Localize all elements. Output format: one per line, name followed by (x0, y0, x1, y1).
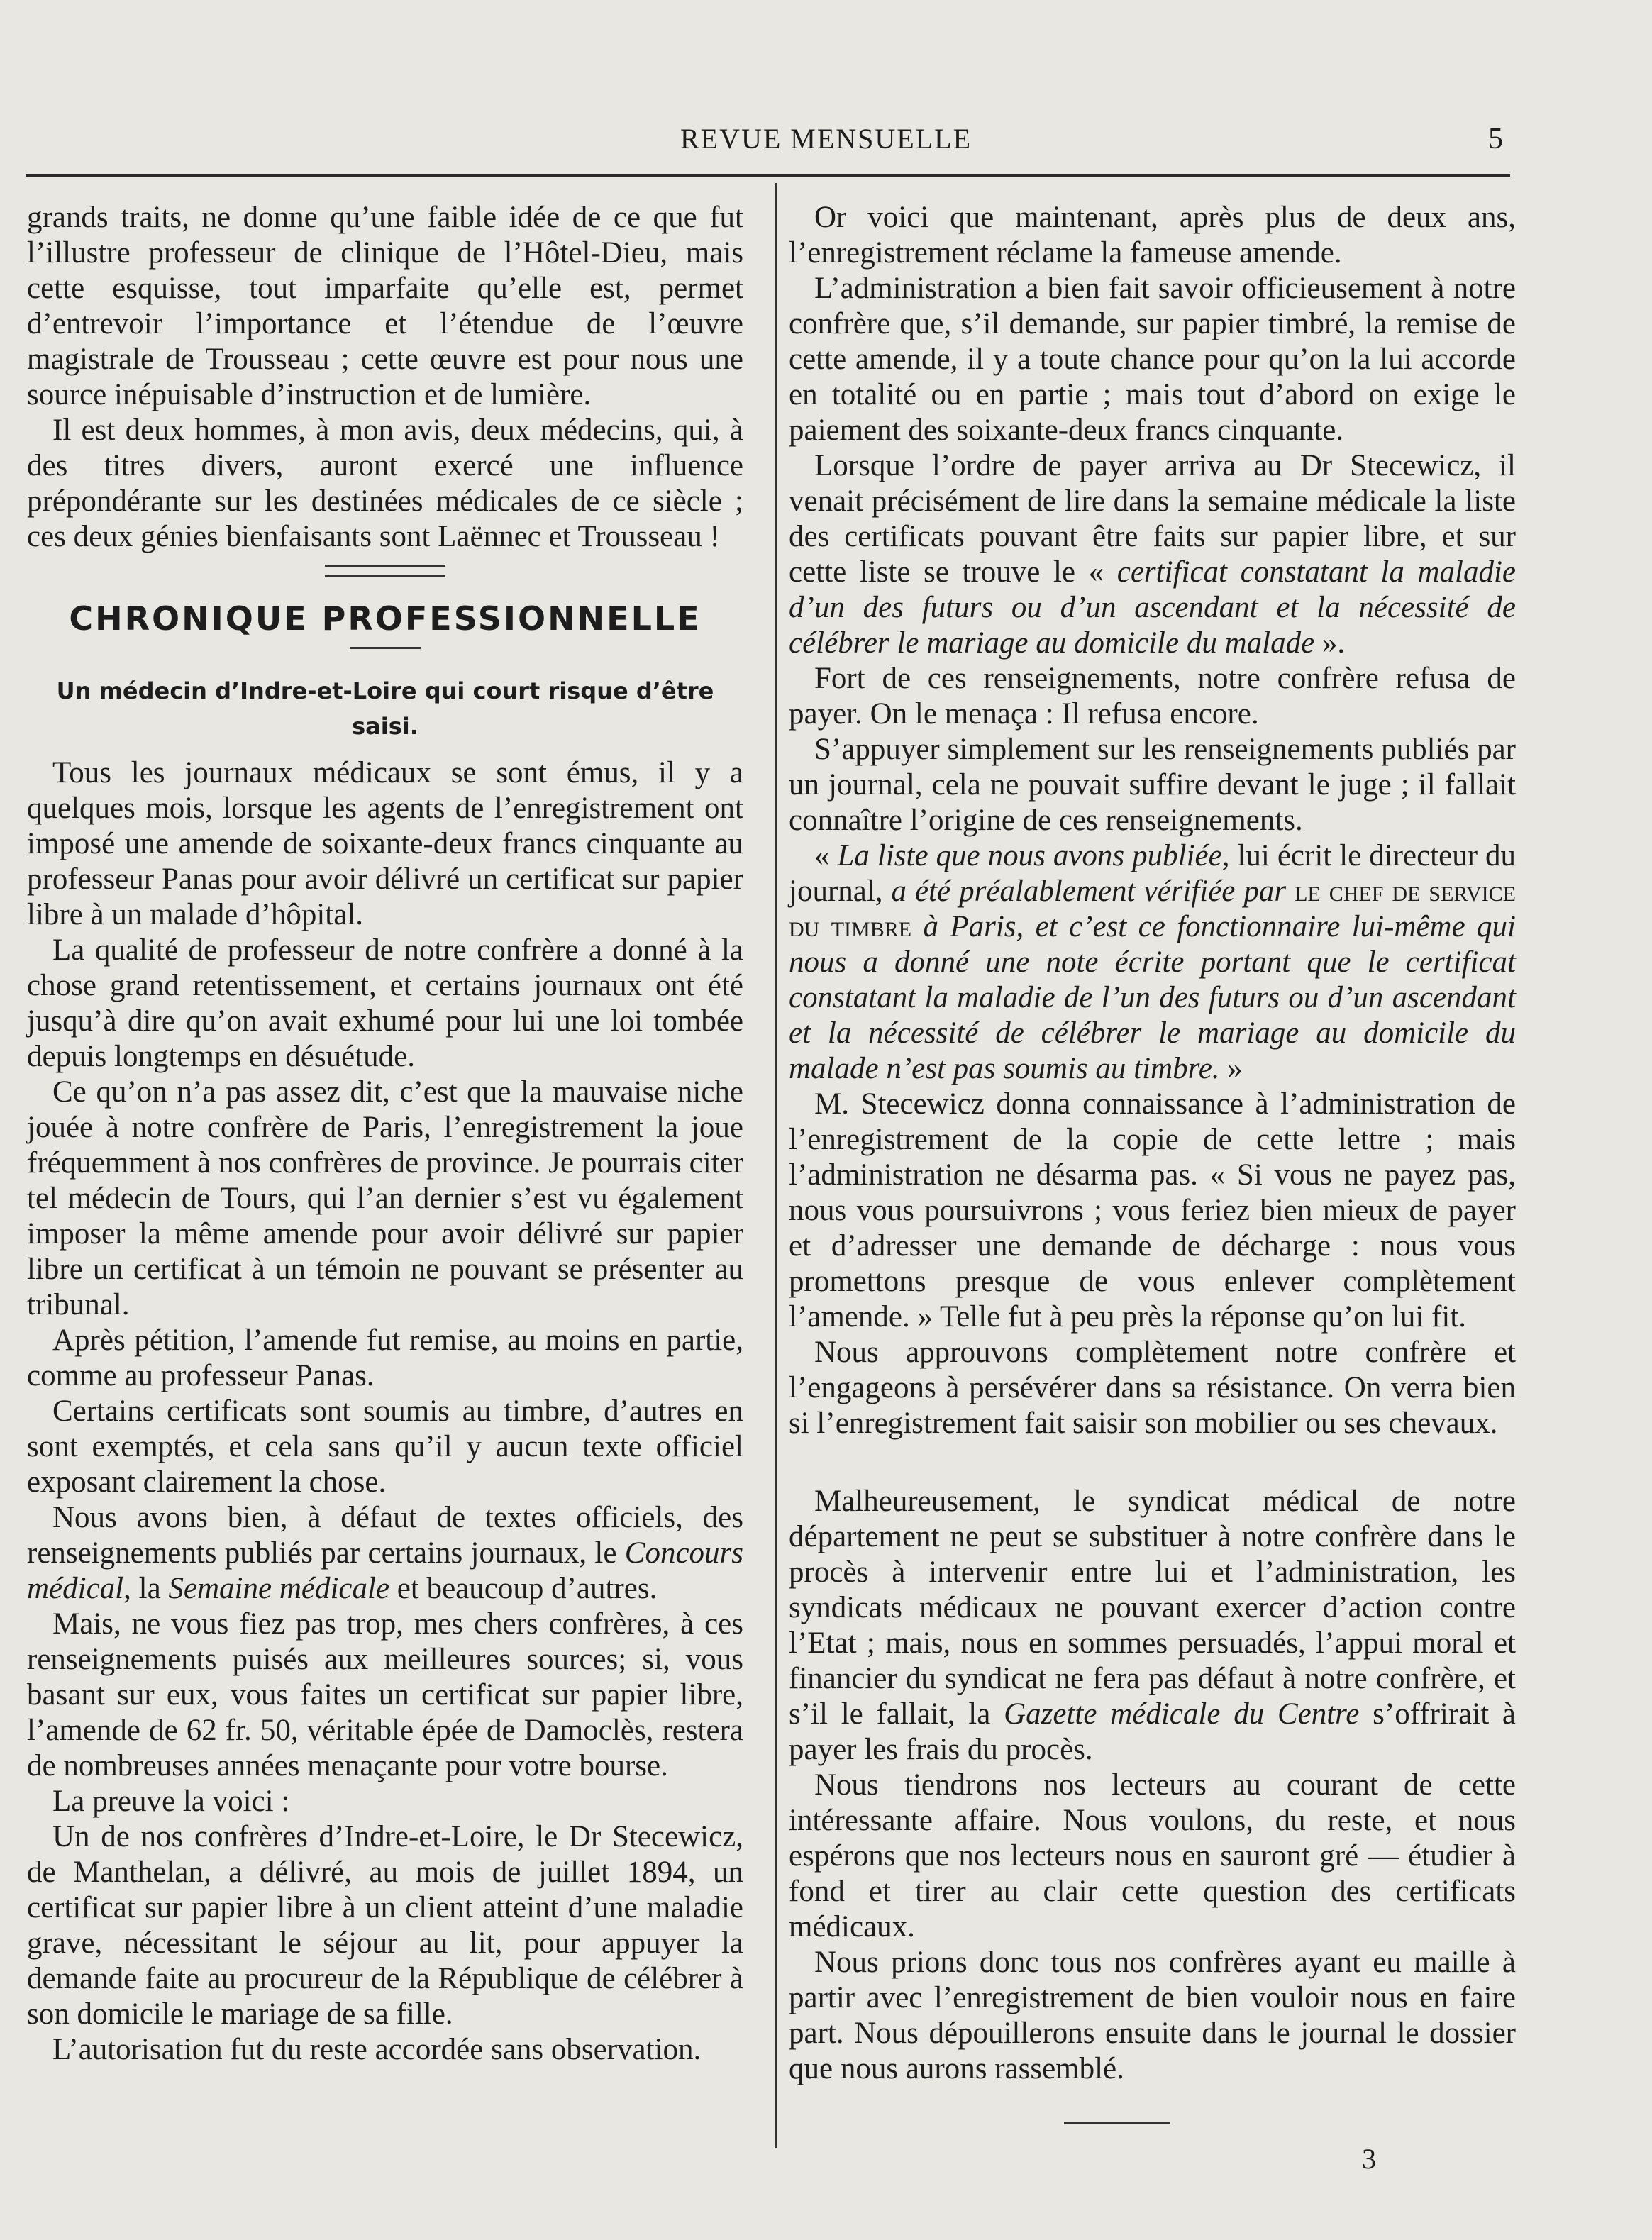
paragraph-sources: Nous avons bien, à défaut de textes officiels, des renseignements publiés par certains journaux, le Concours médical, la Semaine médicale et beaucoup d’autres. (27, 1501, 743, 1605)
paragraph: Tous les journaux médicaux se sont émus, il y a quelques mois, lorsque les agents de l’enregistrement ont imposé une amende de soixante-deux francs cinquante au professeur Panas pour avoir délivré un certificat sur papier libre à un malade d’hôpital. (27, 756, 743, 931)
paragraph: La preuve la voici : (52, 1785, 290, 1818)
journal-title: Semaine médicale (168, 1572, 390, 1605)
paragraph: Certains certificats sont soumis au timbre, d’autres en sont exemptés, et cela sans qu’il y aucun texte officiel exposant clairement la chose. (27, 1395, 743, 1499)
column-divider (775, 183, 777, 2148)
rule-separator (350, 647, 421, 649)
double-rule-separator (325, 565, 445, 577)
paragraph-syndicat: Malheureusement, le syndicat médical de notre département ne peut se substituer à notre confrère dans le procès à intervenir entre lui et l’administration, les syndicats médicaux ne pouvant exercer d’action contre l’Etat ; mais, nous en sommes persuadés, l’appui moral et financier du syndicat ne fera pas défaut à notre confrère, et s’il le fallait, la Gazette médicale du Centre s’offrirait à payer les frais du procès. (789, 1485, 1516, 1766)
paragraph: M. Stecewicz donna connaissance à l’administration de l’enregistrement de la copie de cette lettre ; mais l’administration ne désarma pas. « Si vous ne payez pas, nous vous poursuivrons ; vous feriez bien mieux de payer et d’adresser une demande de décharge : nous vous promettons presque de vous enlever complètement l’amende. » Telle fut à peu près la réponse qu’on lui fit. (789, 1087, 1516, 1334)
running-title: REVUE MENSUELLE (680, 123, 972, 155)
paragraph: L’autorisation fut du reste accordée sans observation. (52, 2033, 702, 2066)
paragraph: Ce qu’on n’a pas assez dit, c’est que la mauvaise niche jouée à notre confrère de Paris, l’enregistrement la joue fréquemment à nos confrères de province. Je pourrais citer tel médecin de Tours, qui l’an dernier s’est vu également imposer la même amende pour avoir délivré sur papier libre un certificat à un témoin ne pouvant se présenter au tribunal. (27, 1075, 743, 1321)
paragraph: S’appuyer simplement sur les renseignements publiés par un journal, cela ne pouvait suffire devant le juge ; il fallait connaître l’origine de ces renseignements. (789, 733, 1516, 837)
signature-mark: 3 (1362, 2143, 1376, 2175)
left-column (27, 200, 743, 2068)
article-title: Un médecin d’Indre-et-Loire qui court risque d’être saisi. (56, 677, 714, 740)
paragraph: Fort de ces renseignements, notre confrère refusa de payer. On le menaça : Il refusa encore. (789, 662, 1516, 731)
paragraph: Nous prions donc tous nos confrères ayant eu maille à partir avec l’enregistrement de bien vouloir nous en faire part. Nous dépouillerons ensuite dans le journal le dossier que nous aurons rassemblé. (789, 1946, 1516, 2085)
journal-title: Concours médical (27, 1536, 743, 1605)
header-rule (26, 174, 1510, 177)
paragraph: Il est deux hommes, à mon avis, deux médecins, qui, à des titres divers, auront exercé une influence prépondérante sur les destinées médicales de ce siècle ; ces deux génies bienfaisants sont Laënnec et Trousseau ! (27, 414, 743, 553)
paragraph-letter: « La liste que nous avons publiée, lui écrit le directeur du journal, a été préalablement vérifiée par le chef de service du timbre à Paris, et c’est ce fonctionnaire lui-même qui nous a donné une note écrite portant que le certificat constatant la maladie de l’un des futurs ou d’un ascendant et la nécessité de célébrer le mariage au domicile du malade n’est pas soumis au timbre. » (789, 839, 1517, 1085)
right-column (789, 200, 1516, 2087)
paragraph: La qualité de professeur de notre confrère a donné à la chose grand retentissement, et certains journaux ont été jusqu’à dire qu’on avait exhumé pour lui une loi tombée depuis longtemps en désuétude. (27, 933, 743, 1073)
journal-title: Gazette médicale du Centre (1004, 1697, 1360, 1731)
paragraph: Nous approuvons complètement notre confrère et l’engageons à persévérer dans sa résistance. On verra bien si l’enregistrement fait saisir son mobilier ou ses chevaux. (789, 1336, 1516, 1440)
paragraph: Mais, ne vous fiez pas trop, mes chers confrères, à ces renseignements puisés aux meilleures sources; si, vous basant sur eux, vous faites un certificat sur papier libre, l’amende de 62 fr. 50, véritable épée de Damoclès, restera de nombreuses années menaçante pour votre bourse. (27, 1607, 743, 1782)
paragraph: Or voici que maintenant, après plus de deux ans, l’enregistrement réclame la fameuse amende. (789, 201, 1516, 270)
paragraph: grands traits, ne donne qu’une faible idée de ce que fut l’illustre professeur de clinique de l’Hôtel-Dieu, mais cette esquisse, tout imparfaite qu’elle est, permet d’entrevoir l’importance et l’étendue de l’œuvre magistrale de Trousseau ; cette œuvre est pour nous une source inépuisable d’instruction et de lumière. (27, 201, 743, 411)
quoted-certificate: certificat constatant la maladie d’un des futurs ou d’un ascendant et la nécessité de célébrer le mariage au domicile du malade (789, 555, 1516, 660)
page-number: 5 (1488, 123, 1503, 155)
section-title: CHRONIQUE PROFESSIONNELLE (69, 599, 702, 638)
paragraph-liste: Lorsque l’ordre de payer arriva au Dr Stecewicz, il venait précisément de lire dans la semaine médicale la liste des certificats pouvant être faits sur papier libre, et sur cette liste se trouve le « certificat constatant la maladie d’un des futurs ou d’un ascendant et la nécessité de célébrer le mariage au domicile du malade ». (789, 449, 1516, 660)
paragraph: Après pétition, l’amende fut remise, au moins en partie, comme au professeur Panas. (27, 1324, 743, 1392)
paragraph: Nous tiendrons nos lecteurs au courant de cette intéressante affaire. Nous voulons, du reste, et nous espérons que nos lecteurs nous en sauront gré — étudier à fond et tirer au clair cette question des certificats médicaux. (789, 1768, 1516, 1944)
paragraph: L’administration a bien fait savoir officieusement à notre confrère que, s’il demande, sur papier timbré, la remise de cette amende, il y a toute chance pour qu’on la lui accorde en totalité ou en partie ; mais tout d’abord on exige le paiement des soixante-deux francs cinquante. (789, 272, 1516, 447)
paragraph: Un de nos confrères d’Indre-et-Loire, le Dr Stecewicz, de Manthelan, a délivré, au mois de juillet 1894, un certificat sur papier libre à un client atteint d’une maladie grave, nécessitant le séjour au lit, pour appuyer la demande faite au procureur de la République de célébrer à son domicile le mariage de sa fille. (27, 1820, 743, 2031)
end-rule (1064, 2122, 1170, 2124)
